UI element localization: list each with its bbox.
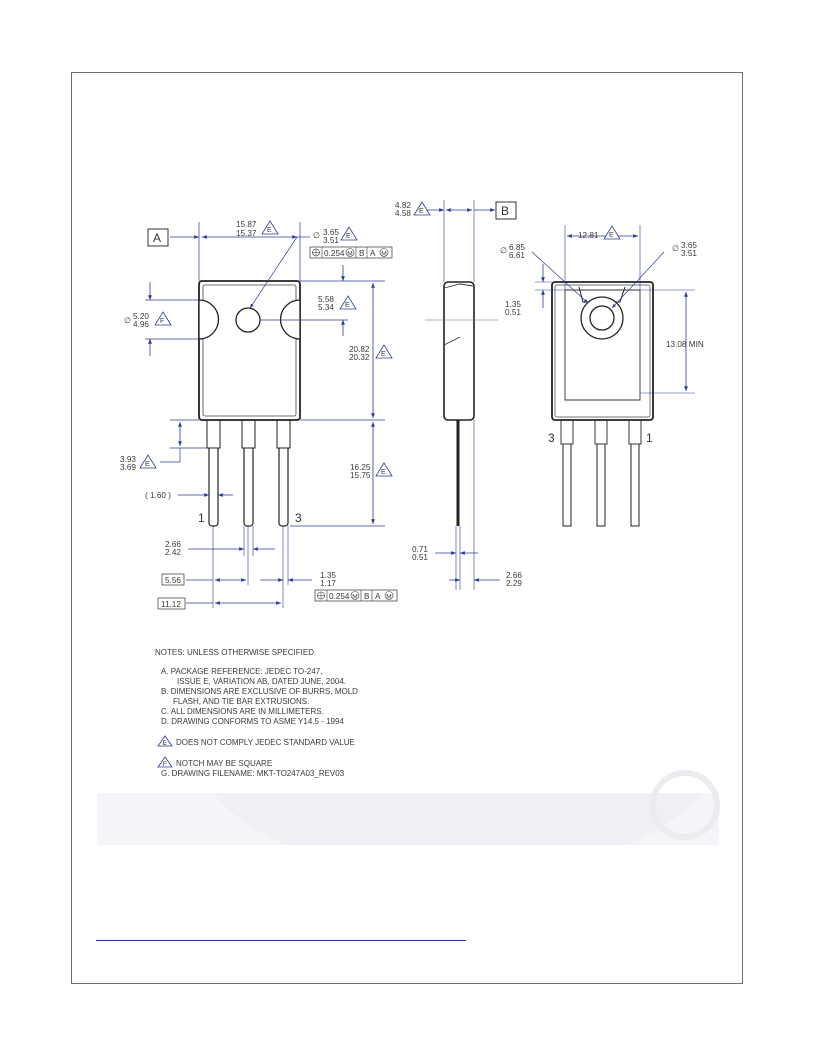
- svg-text:E: E: [419, 208, 424, 215]
- svg-text:E: E: [609, 232, 614, 239]
- note-d: D. DRAWING CONFORMS TO ASME Y14.5 - 1994: [161, 717, 344, 726]
- note-f-text: NOTCH MAY BE SQUARE: [176, 759, 273, 768]
- svg-text:3.65: 3.65: [681, 241, 697, 250]
- svg-text:E: E: [346, 233, 351, 240]
- svg-text:2.66: 2.66: [165, 540, 181, 549]
- front-view: [120, 220, 397, 609]
- flag-f-icon: [157, 756, 173, 768]
- svg-text:M: M: [347, 250, 353, 258]
- svg-text:E: E: [381, 351, 386, 358]
- svg-text:E: E: [267, 227, 272, 234]
- svg-text:0.71: 0.71: [412, 545, 428, 554]
- svg-text:3.51: 3.51: [323, 236, 339, 245]
- svg-text:6.85: 6.85: [509, 243, 525, 252]
- dim-tab-width: 12.81: [578, 231, 599, 240]
- svg-text:0.51: 0.51: [412, 553, 428, 562]
- svg-text:F: F: [162, 761, 167, 768]
- svg-text:E: E: [162, 740, 167, 747]
- svg-text:M: M: [352, 593, 358, 601]
- svg-text:4.82: 4.82: [395, 201, 411, 210]
- svg-text:5.20: 5.20: [133, 312, 149, 321]
- svg-text:20.32: 20.32: [349, 353, 370, 362]
- svg-text:E: E: [145, 461, 150, 468]
- note-g: G. DRAWING FILENAME: MKT-TO247A03_REV03: [161, 769, 345, 778]
- svg-text:5.58: 5.58: [318, 295, 334, 304]
- svg-text:M: M: [381, 250, 387, 258]
- dim-span: 11.12: [161, 600, 181, 609]
- svg-text:5.34: 5.34: [318, 303, 334, 312]
- svg-text:E: E: [381, 469, 386, 476]
- dim-body-width-min: 15.37: [236, 229, 257, 238]
- svg-text:0.254: 0.254: [324, 249, 345, 258]
- front-body: [199, 281, 300, 420]
- side-view: [395, 200, 522, 590]
- note-b-line1: B. DIMENSIONS ARE EXCLUSIVE OF BURRS, MOLD: [161, 687, 358, 696]
- front-pin-3-label: 3: [295, 511, 302, 525]
- svg-text:4.96: 4.96: [133, 320, 149, 329]
- svg-text:2.42: 2.42: [165, 548, 181, 557]
- dim-lead-ref: ( 1.60 ): [145, 491, 171, 500]
- svg-text:1.17: 1.17: [320, 579, 336, 588]
- svg-text:16.25: 16.25: [350, 463, 371, 472]
- svg-text:3.93: 3.93: [120, 455, 136, 464]
- svg-text:M: M: [386, 593, 392, 601]
- footer-rule: [96, 940, 466, 941]
- front-mounting-hole: [236, 308, 260, 332]
- svg-text:B: B: [364, 592, 370, 601]
- svg-text:6.61: 6.61: [509, 251, 525, 260]
- dim-min-length: 13.08 MIN: [666, 340, 704, 349]
- note-f: [155, 756, 515, 769]
- front-lead-shoulder-2: [242, 418, 255, 448]
- datum-b-label: B: [501, 204, 510, 218]
- svg-text:2.66: 2.66: [506, 571, 522, 580]
- notes-header: NOTES: UNLESS OTHERWISE SPECIFIED.: [155, 648, 317, 657]
- note-a-line2: ISSUE E, VARIATION AB, DATED JUNE, 2004.: [177, 677, 346, 686]
- dim-body-width-max: 15.87: [236, 220, 257, 229]
- note-b-line2: FLASH, AND TIE BAR EXTRUSIONS.: [173, 697, 310, 706]
- note-e-text: DOES NOT COMPLY JEDEC STANDARD VALUE: [176, 738, 355, 747]
- svg-text:3.65: 3.65: [323, 228, 339, 237]
- svg-text:A: A: [370, 249, 376, 258]
- notes-block: [155, 648, 515, 779]
- datum-a-label: A: [153, 231, 162, 245]
- svg-text:∅: ∅: [500, 246, 508, 255]
- front-lead-shoulder-1: [207, 418, 220, 448]
- svg-text:A: A: [375, 592, 381, 601]
- diameter-symbol: ∅: [313, 231, 321, 240]
- svg-text:E: E: [345, 302, 350, 309]
- svg-text:3.51: 3.51: [681, 249, 697, 258]
- svg-text:0.51: 0.51: [505, 308, 521, 317]
- svg-text:1.35: 1.35: [505, 300, 521, 309]
- back-pin-3-label: 3: [548, 431, 555, 445]
- note-a-line1: A. PACKAGE REFERENCE: JEDEC TO-247,: [161, 667, 323, 676]
- svg-text:15.75: 15.75: [350, 471, 371, 480]
- svg-text:0.254: 0.254: [329, 592, 350, 601]
- svg-text:∅: ∅: [124, 316, 132, 325]
- svg-text:2.29: 2.29: [506, 579, 522, 588]
- svg-text:1.35: 1.35: [320, 571, 336, 580]
- svg-text:∅: ∅: [672, 244, 680, 253]
- back-view: [500, 225, 704, 526]
- note-e: [155, 735, 515, 748]
- front-pin-1-label: 1: [198, 511, 205, 525]
- svg-text:F: F: [160, 318, 165, 325]
- dim-pitch: 5.56: [165, 576, 181, 585]
- back-mounting-hole: [590, 306, 614, 330]
- side-body: [444, 282, 474, 420]
- svg-text:B: B: [359, 249, 365, 258]
- note-c: C. ALL DIMENSIONS ARE IN MILLIMETERS.: [161, 707, 324, 716]
- svg-text:4.58: 4.58: [395, 209, 411, 218]
- front-lead-shoulder-3: [277, 418, 290, 448]
- flag-e-icon: [157, 735, 173, 747]
- svg-text:3.69: 3.69: [120, 463, 136, 472]
- back-pin-1-label: 1: [646, 431, 653, 445]
- svg-text:20.82: 20.82: [349, 345, 370, 354]
